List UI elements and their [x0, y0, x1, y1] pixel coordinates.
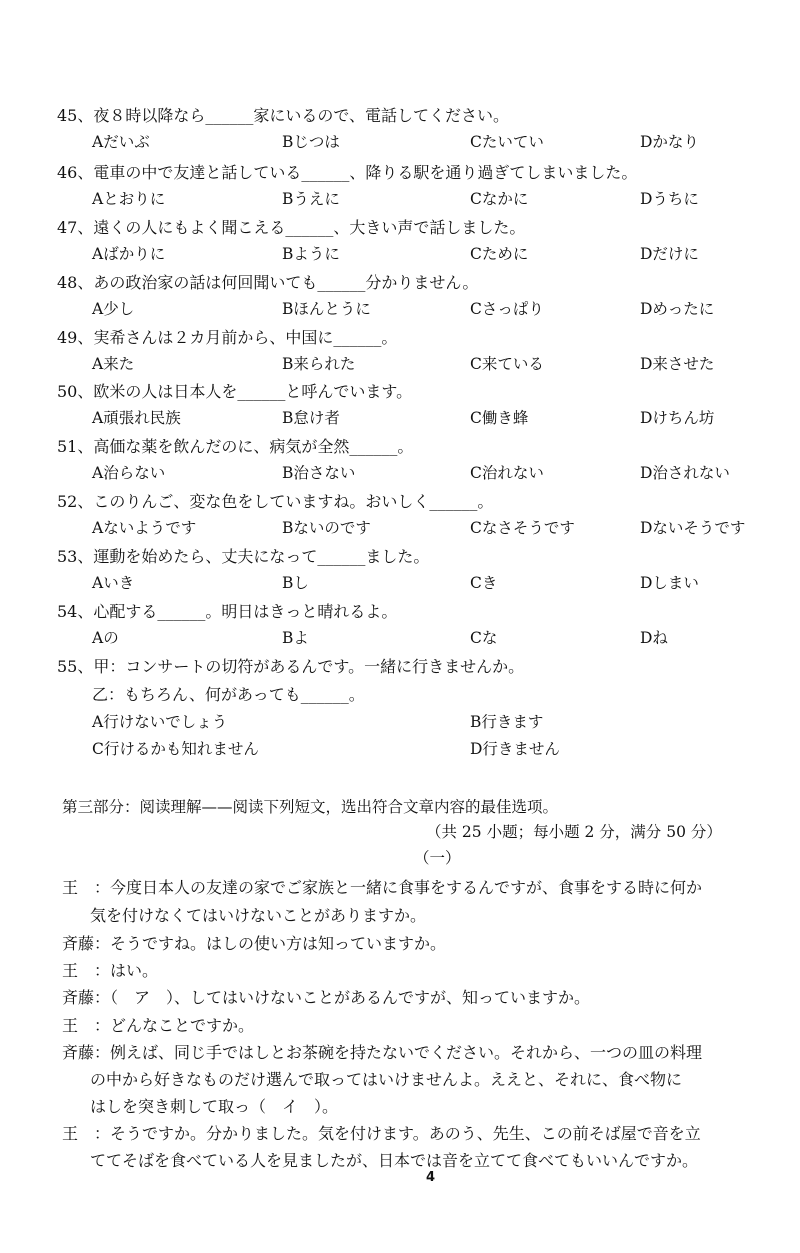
- question-52: 52、このりんご、変な色をしていますね。おいしく______。: [57, 492, 494, 511]
- question-46: 46、電車の中で友達と話している______、降りる駅を通り過ぎてしまいました。: [57, 163, 638, 182]
- option-55-a: A行けないでしょう: [92, 713, 228, 731]
- option-54-c: Cな: [470, 629, 498, 647]
- option-46-d: Dうちに: [640, 190, 699, 208]
- option-53-c: Cき: [470, 574, 498, 592]
- option-47-d: Dだけに: [640, 245, 699, 263]
- option-47-c: Cために: [470, 245, 529, 263]
- dialog-line-5: 斉藤：（ ア ）、してはいけないことがあるんですが、知っていますか。: [62, 988, 591, 1007]
- option-45-c: Cたいてい: [470, 133, 544, 151]
- dialog-line-3: 斉藤：そうですね。はしの使い方は知っていますか。: [62, 934, 447, 953]
- dialog-line-10: 王 ：そうですか。分かりました。気を付けます。あのう、先生、この前そば屋で音を立: [62, 1124, 701, 1143]
- dialog-line-6: 王 ：どんなことですか。: [62, 1016, 255, 1035]
- option-47-b: Bように: [282, 245, 340, 263]
- option-53-b: Bし: [282, 574, 309, 592]
- page-number: 4: [426, 1170, 436, 1185]
- section-title: 第三部分：阅读理解——阅读下列短文，选出符合文章内容的最佳选项。: [62, 798, 559, 816]
- option-45-b: Bじつは: [282, 133, 340, 151]
- option-53-d: Dしまい: [640, 574, 699, 592]
- dialog-line-4: 王 ：はい。: [62, 961, 159, 980]
- option-52-a: Aないようです: [92, 519, 197, 537]
- passage-number: （一）: [414, 849, 461, 867]
- option-46-a: Aとおりに: [92, 190, 166, 208]
- option-47-a: Aばかりに: [92, 245, 166, 263]
- option-51-c: C治れない: [470, 464, 544, 482]
- dialog-line-8: の中から好きなものだけ選んで取ってはいけませんよ。ええと、それに、食べ物に: [90, 1070, 683, 1089]
- option-50-c: C働き蜂: [470, 409, 529, 427]
- question-54: 54、心配する______。明日はきっと晴れるよ。: [57, 602, 398, 621]
- option-48-c: Cさっぱり: [470, 300, 544, 318]
- option-49-d: D来させた: [640, 355, 715, 373]
- question-55-line1: 55、甲：コンサートの切符があるんです。一緒に行きませんか。: [57, 657, 525, 676]
- question-47: 47、遠くの人にもよく聞こえる______、大きい声で話しました。: [57, 218, 526, 237]
- option-49-a: A来た: [92, 355, 135, 373]
- option-52-c: Cなさそうです: [470, 519, 575, 537]
- option-52-d: Dないそうです: [640, 519, 746, 537]
- option-54-b: Bよ: [282, 629, 309, 647]
- question-50: 50、欧米の人は日本人を______と呼んでいます。: [57, 382, 413, 401]
- question-55-line2: 乙：もちろん、何があっても______。: [92, 685, 365, 704]
- option-48-d: Dめったに: [640, 300, 715, 318]
- section-score: （共 25 小题；每小题 2 分，满分 50 分）: [426, 823, 722, 841]
- option-54-a: Aの: [92, 629, 119, 647]
- question-53: 53、運動を始めたら、丈夫になって______ました。: [57, 547, 430, 566]
- option-51-b: B治さない: [282, 464, 356, 482]
- option-46-c: Cなかに: [470, 190, 529, 208]
- option-49-c: C来ている: [470, 355, 544, 373]
- option-52-b: Bないのです: [282, 519, 371, 537]
- option-45-d: Dかなり: [640, 133, 699, 151]
- option-51-a: A治らない: [92, 464, 166, 482]
- dialog-line-1: 王 ：今度日本人の友達の家でご家族と一緒に食事をするんですが、食事をする時に何か: [62, 878, 703, 897]
- option-49-b: B来られた: [282, 355, 356, 373]
- option-55-d: D行きません: [470, 740, 560, 758]
- dialog-line-7: 斉藤：例えば、同じ手ではしとお茶碗を持たないでください。それから、一つの皿の料理: [62, 1043, 703, 1062]
- option-50-a: A頑張れ民族: [92, 409, 181, 427]
- question-49: 49、実希さんは２カ月前から、中国に______。: [57, 328, 398, 347]
- option-45-a: Aだいぶ: [92, 133, 150, 151]
- question-48: 48、あの政治家の話は何回聞いても______分かりません。: [57, 273, 479, 292]
- option-53-a: Aいき: [92, 574, 135, 592]
- option-54-d: Dね: [640, 629, 668, 647]
- option-50-b: B怠け者: [282, 409, 340, 427]
- option-50-d: Dけちん坊: [640, 409, 715, 427]
- dialog-line-2: 気を付けなくてはいけないことがありますか。: [90, 906, 427, 925]
- question-45: 45、夜８時以降なら______家にいるので、電話してください。: [57, 106, 510, 125]
- option-48-b: Bほんとうに: [282, 300, 371, 318]
- option-55-b: B行きます: [470, 713, 544, 731]
- option-46-b: Bうえに: [282, 190, 340, 208]
- question-51: 51、高価な薬を飲んだのに、病気が全然______。: [57, 437, 414, 456]
- option-51-d: D治されない: [640, 464, 730, 482]
- dialog-line-11: ててそばを食べている人を見ましたが、日本では音を立てて食べてもいいんですか。: [90, 1151, 699, 1170]
- option-55-c: C行けるかも知れません: [92, 740, 259, 758]
- dialog-line-9: はしを突き刺して取っ（ イ ）。: [90, 1097, 339, 1116]
- option-48-a: A少し: [92, 300, 135, 318]
